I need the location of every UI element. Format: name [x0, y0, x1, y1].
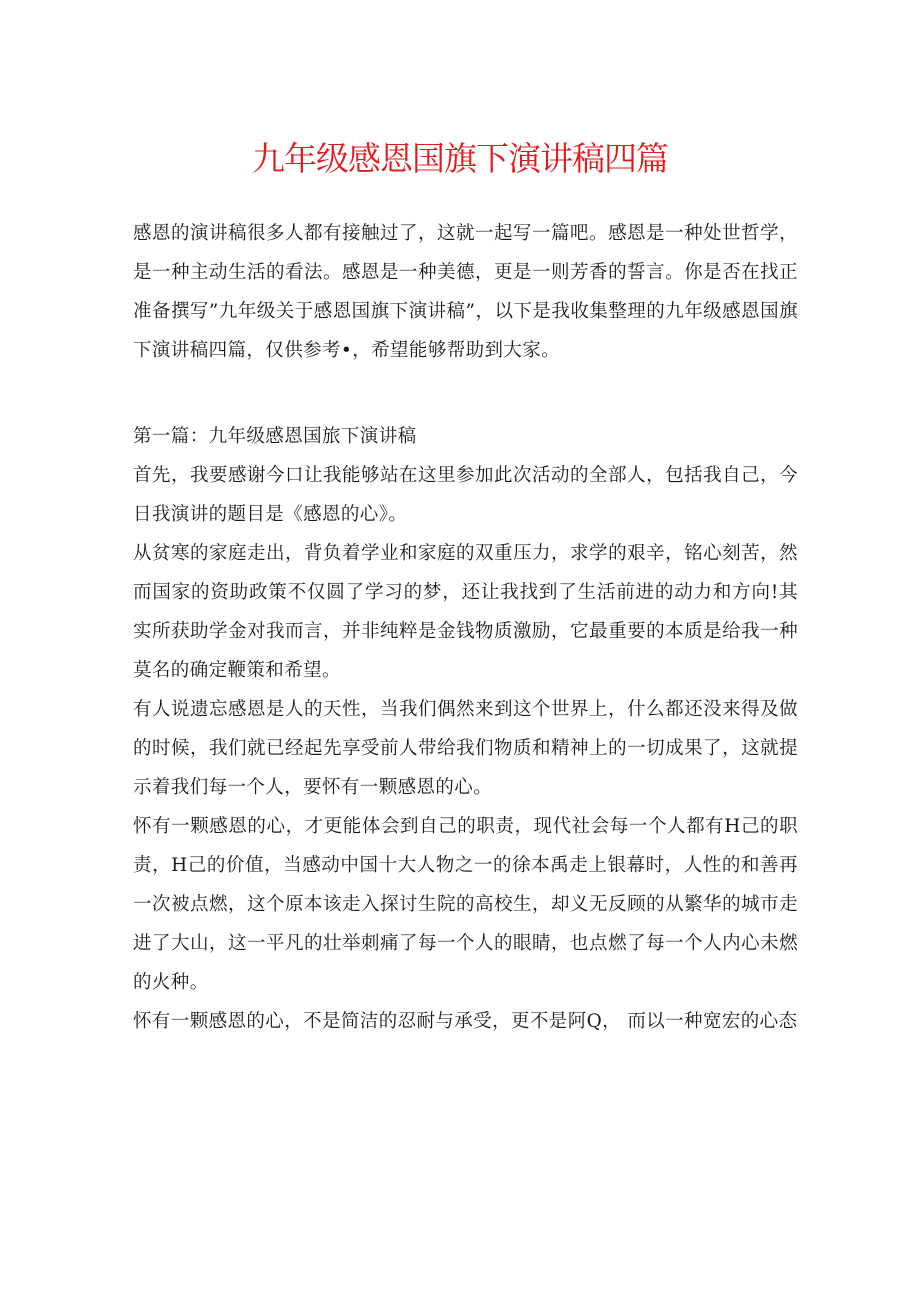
document-body	[133, 214, 798, 1041]
body-paragraph: 怀有一颗感恩的心，才更能体会到自己的职责，现代社会每一个人都有H己的职责，H己的价值，当感动中国十大人物之一的徐本禹走上银幕时，人性的和善再一次被点燃，这个原本该走入探讨生院的高校生，却义无反顾的从繁华的城市走进了大山，这一平凡的壮举刺痛了每一个人的眼睛，也点燃了每一个人内心未燃的火种。	[133, 816, 798, 993]
body-paragraph: 有人说遗忘感恩是人的天性，当我们偶然来到这个世界上，什么都还没来得及做的时候，我们就已经起先享受前人带给我们物质和精神上的一切成果了，这就提示着我们每一个人，要怀有一颗感恩的心。	[133, 699, 798, 798]
body-paragraph: 从贫寒的家庭走出，背负着学业和家庭的双重压力，求学的艰辛，铭心刻苦，然而国家的资助政策不仅圆了学习的梦，还让我找到了生活前进的动力和方向!其实所获助学金对我而言，并非纯粹是金钱物质激励，它最重要的本质是给我一种莫名的确定鞭策和希望。	[133, 543, 798, 681]
section-heading: 第一篇：九年级感恩国旅下演讲稿	[133, 426, 417, 447]
intro-paragraph: 感恩的演讲稿很多人都有接触过了，这就一起写一篇吧。感恩是一种处世哲学，是一种主动生活的看法。感恩是一种美德，更是一则芳香的誓言。你是否在找正准备撰写”九年级关于感恩国旗下演讲稿”，以下是我收集整理的九年级感恩国旗下演讲稿四篇，仅供参考•，希望能够帮助到大家。	[133, 223, 798, 361]
body-paragraph: 首先，我要感谢今口让我能够站在这里参加此次活动的全部人，包括我自己，今日我演讲的题目是《感恩的心》。	[133, 465, 798, 525]
document-title: 九年级感恩国旗下演讲稿四篇	[252, 139, 668, 178]
body-paragraph: 怀有一颗感恩的心，不是简洁的忍耐与承受，更不是阿Q， 而以一种宽宏的心态	[133, 1011, 798, 1032]
